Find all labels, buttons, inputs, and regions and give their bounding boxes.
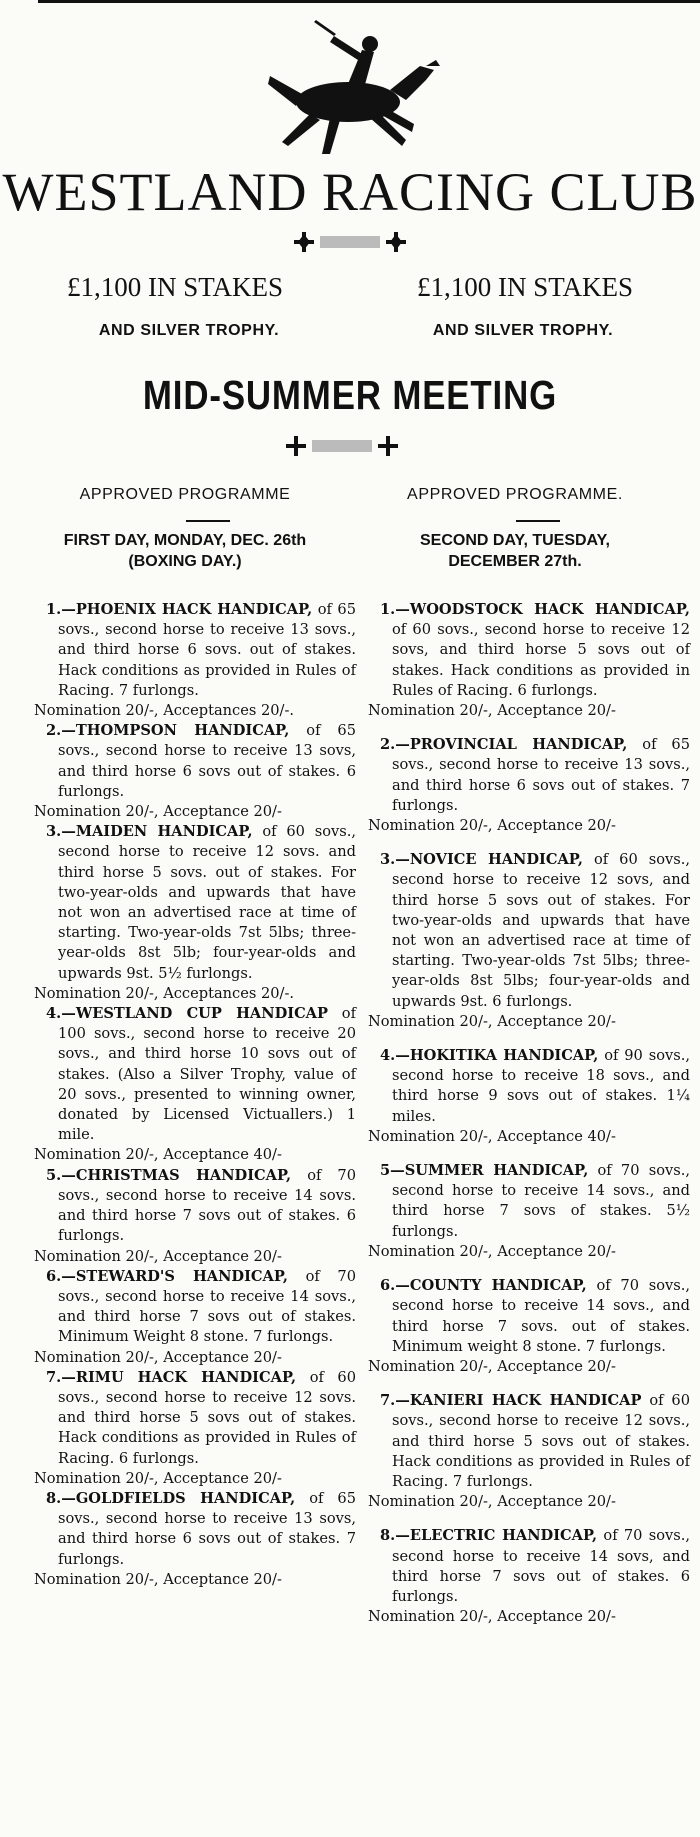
race-conditions: of 60 sovs., second horse to receive 12 sovs, and third horse 5 sovs out of stakes. Hack conditions as provided in Rules of Racing. 6 furlongs. <box>392 621 690 699</box>
right-day-heading <box>350 530 680 572</box>
race-title: 8.—GOLDFIELDS HANDICAP, <box>46 1489 296 1507</box>
race-nomination: Nomination 20/-, Acceptance 20/- <box>368 1357 616 1375</box>
race-entry <box>34 1489 356 1590</box>
race-conditions: of 60 sovs., second horse to receive 12 sovs., and third horse 5 sovs out of stakes. Hack conditions as provided in Rules of Racing. 7 furlongs. <box>392 1392 691 1490</box>
race-conditions: of 60 sovs., second horse to receive 12 sovs. and third horse 5 sovs. out of stakes. For two-year-olds and upwards that have not won an advertised race at time of starting. Two-year-olds 7st 5lbs; three-year-olds 8st 5lb; four-year-olds and upwards 9st. 5½ furlongs. <box>58 823 357 982</box>
left-day-line2: (BOXING DAY.) <box>128 553 242 570</box>
race-nomination: Nomination 20/-, Acceptance 20/- <box>34 1570 282 1588</box>
left-day-heading <box>20 530 350 572</box>
meeting-title: MID-SUMMER MEETING <box>142 372 558 418</box>
right-short-rule <box>516 520 560 522</box>
left-programme-label: APPROVED PROGRAMME <box>79 486 291 503</box>
race-nomination: Nomination 20/-, Acceptance 20/- <box>368 1242 616 1260</box>
race-title: 2.—THOMPSON HANDICAP, <box>46 722 290 740</box>
left-races-column <box>34 600 357 1590</box>
race-conditions: of 70 sovs., second horse to receive 14 sovs., and third horse 7 sovs of stakes. 5½ furlongs. <box>392 1162 691 1240</box>
race-conditions: of 70 sovs., second horse to receive 14 sovs, and third horse 7 sovs out of stakes. 6 furlongs. <box>392 1527 691 1605</box>
race-conditions: of 65 sovs., second horse to receive 13 sovs, and third horse 6 sovs out of stakes. 7 furlongs. <box>58 1489 356 1568</box>
race-nomination: Nomination 20/-, Acceptance 20/- <box>368 1012 616 1030</box>
race-title: 6.—COUNTY HANDICAP, <box>380 1277 587 1295</box>
race-nomination: Nomination 20/-, Acceptance 20/- <box>34 803 282 821</box>
left-day-line1: FIRST DAY, MONDAY, DEC. 26th <box>63 532 307 549</box>
trophy-left: AND SILVER TROPHY. <box>98 322 280 339</box>
right-day-line2: DECEMBER 27th. <box>448 553 582 570</box>
race-entry <box>34 1004 356 1166</box>
race-entry <box>34 822 357 1004</box>
race-conditions: of 70 sovs., second horse to receive 14 sovs., and third horse 7 sovs out of stakes. Minimum Weight 8 stone. 7 furlongs. <box>58 1267 356 1346</box>
race-entry <box>368 850 691 1032</box>
race-conditions: of 60 sovs., second horse to receive 12 sovs, and third horse 5 sovs out of stakes. For two-year-olds and upwards that have not won an advertised race at time of starting. Two-year-olds 7st 5lbs; three-year-olds 8st 5lbs; four-year-olds and upwards 9st. 6 furlongs. <box>392 851 691 1010</box>
race-entry <box>368 1526 691 1627</box>
race-title: 6.—STEWARD'S HANDICAP, <box>46 1267 289 1285</box>
race-title: 7.—RIMU HACK HANDICAP, <box>46 1368 297 1386</box>
race-nomination: Nomination 20/-, Acceptance 20/- <box>368 1493 616 1511</box>
race-title: 4.—HOKITIKA HANDICAP, <box>380 1047 599 1065</box>
right-day-line1: SECOND DAY, TUESDAY, <box>420 532 610 549</box>
race-nomination: Nomination 20/-, Acceptance 20/- <box>368 817 616 835</box>
club-title: WESTLAND RACING CLUB <box>2 162 698 222</box>
race-title: 3.—NOVICE HANDICAP, <box>380 851 583 869</box>
stakes-right: £1,100 IN STAKES <box>416 272 634 302</box>
right-races-column <box>368 600 691 1641</box>
race-entry <box>368 1391 691 1512</box>
race-nomination: Nomination 20/-, Acceptances 20/-. <box>34 702 295 720</box>
race-nomination: Nomination 20/-, Acceptance 20/- <box>34 1247 282 1265</box>
race-conditions: of 60 sovs., second horse to receive 12 sovs. and third horse 5 sovs out of stakes. Hack conditions as provided in Rules of Racing. 6 furlongs. <box>58 1368 357 1467</box>
ornament-divider-2 <box>282 432 402 460</box>
race-title: 5—SUMMER HANDICAP, <box>380 1162 589 1180</box>
race-nomination: Nomination 20/-, Acceptances 20/-. <box>34 984 295 1002</box>
right-programme-label: APPROVED PROGRAMME. <box>407 486 623 503</box>
race-entry <box>368 1276 691 1377</box>
race-title: 3.—MAIDEN HANDICAP, <box>46 823 253 841</box>
race-title: 7.—KANIERI HACK HANDICAP <box>380 1392 642 1410</box>
race-entry <box>34 1368 357 1489</box>
race-nomination: Nomination 20/-, Acceptance 20/- <box>368 702 616 720</box>
left-short-rule <box>186 520 230 522</box>
stakes-left: £1,100 IN STAKES <box>66 272 284 302</box>
race-conditions: of 70 sovs., second horse to receive 14 sovs. and third horse 7 sovs out of stakes. 6 furlongs. <box>58 1166 356 1245</box>
race-title: 8.—ELECTRIC HANDICAP, <box>380 1527 598 1545</box>
race-entry <box>368 735 691 836</box>
racehorse-jockey-illustration <box>230 14 460 164</box>
race-nomination: Nomination 20/-, Acceptance 20/- <box>34 1469 282 1487</box>
race-nomination: Nomination 20/-, Acceptance 20/- <box>368 1608 616 1626</box>
top-rule <box>38 0 700 3</box>
race-nomination: Nomination 20/-, Acceptance 40/- <box>34 1146 282 1164</box>
race-conditions: of 90 sovs., second horse to receive 18 sovs., and third horse 9 sovs out of stakes. 1¼ miles. <box>392 1047 691 1125</box>
race-entry <box>368 1161 691 1262</box>
race-conditions: of 65 sovs., second horse to receive 13 sovs, and third horse 6 sovs out of stakes. 6 furlongs. <box>58 722 356 800</box>
race-title: 1.—PHOENIX HACK HANDICAP, <box>46 601 313 618</box>
race-title: 4.—WESTLAND CUP HANDICAP <box>46 1005 328 1023</box>
trophy-right: AND SILVER TROPHY. <box>432 322 614 339</box>
ornament-divider <box>290 228 410 256</box>
race-entry <box>368 1046 691 1147</box>
race-entry <box>34 600 356 721</box>
race-conditions: of 65 sovs., second horse to receive 13 sovs., and third horse 6 sovs out of stakes. 7 furlongs. <box>392 736 691 814</box>
race-entry <box>34 1166 356 1267</box>
race-conditions: of 65 sovs., second horse to receive 13 sovs., and third horse 6 sovs. out of stakes. Hack conditions as provided in Rules of Racing. 7 furlongs. <box>58 601 356 699</box>
race-title: 1.—WOODSTOCK HACK HANDICAP, <box>380 601 690 618</box>
race-title: 2.—PROVINCIAL HANDICAP, <box>380 736 628 754</box>
race-title: 5.—CHRISTMAS HANDICAP, <box>46 1166 292 1184</box>
race-entry <box>34 1267 356 1368</box>
race-nomination: Nomination 20/-, Acceptance 20/- <box>34 1348 282 1366</box>
race-entry <box>368 600 690 721</box>
race-entry <box>34 721 356 822</box>
race-conditions: of 70 sovs., second horse to receive 14 sovs., and third horse 7 sovs. out of stakes. Minimum weight 8 stone. 7 furlongs. <box>392 1277 691 1355</box>
race-nomination: Nomination 20/-, Acceptance 40/- <box>368 1127 616 1145</box>
race-conditions: of 100 sovs., second horse to receive 20 sovs., and third horse 10 sovs out of stakes. (Also a Silver Trophy, value of 20 sovs., presented to winning owner, donated by Licensed Victuallers.) 1 mile. <box>58 1005 356 1144</box>
